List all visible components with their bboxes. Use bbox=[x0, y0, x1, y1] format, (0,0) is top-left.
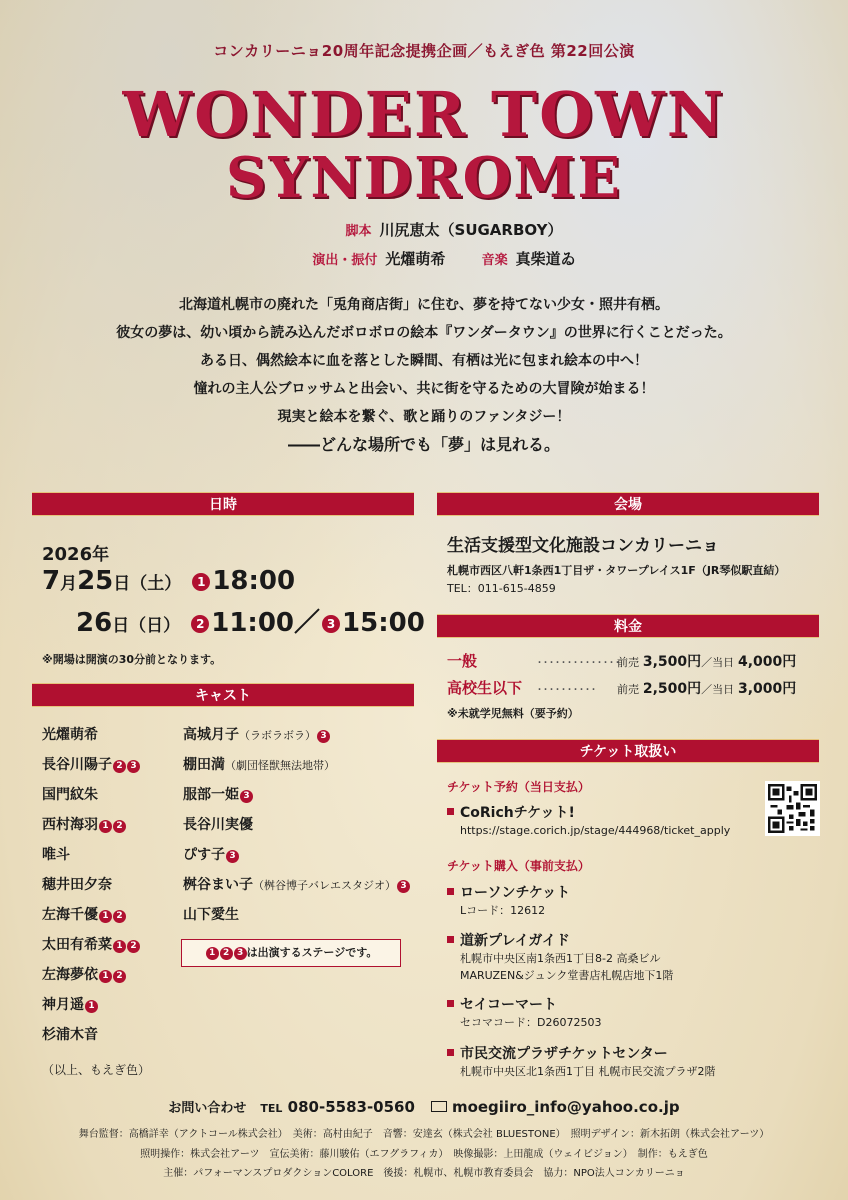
cast-name: ぴす子 bbox=[183, 847, 225, 863]
cast-name: 杉浦木音 bbox=[42, 1027, 98, 1043]
cast-name: 唯斗 bbox=[42, 847, 70, 863]
cast-member bbox=[42, 720, 140, 750]
stage-number-badge: 3 bbox=[322, 615, 340, 633]
stage-number-badge: 2 bbox=[113, 760, 126, 773]
synopsis-line: 現実と絵本を繋ぐ、歌と踊りのファンタジー！ bbox=[277, 409, 571, 425]
title-line-2: SYNDROME bbox=[225, 145, 623, 211]
cast-member bbox=[42, 870, 140, 900]
cast-name: 高城月子 bbox=[183, 727, 239, 743]
event-subtitle: コンカリーニョ20周年記念提携企画／もえぎ色 第22回公演 bbox=[213, 42, 635, 60]
ticket-url[interactable]: https://stage.corich.jp/stage/444968/ticket_apply bbox=[460, 824, 731, 837]
cast-header: キャスト bbox=[32, 683, 414, 707]
direction-label: 演出・振付 bbox=[312, 253, 378, 268]
cast-member bbox=[183, 900, 410, 930]
stage-number-badge: 1 bbox=[99, 910, 112, 923]
fee-row-student: 高校生以下 ･･････････ 前売 2,500円／当日 3,000円 bbox=[447, 679, 797, 697]
cast-member bbox=[183, 720, 410, 750]
schedule-header: 日時 bbox=[32, 492, 414, 516]
cast-name: 国門紋朱 bbox=[42, 787, 98, 803]
ticket-seicomart[interactable]: セイコーマート セコマコード：D26072503 bbox=[447, 994, 601, 1031]
synopsis-line: 北海道札幌市の廃れた「兎角商店街」に住む、夢を持てない少女・照井有栖。 bbox=[179, 297, 669, 313]
cast-name: 左海千優 bbox=[42, 907, 98, 923]
stage-number-badge: 1 bbox=[99, 970, 112, 983]
ticket-plaza[interactable]: 市民交流プラザチケットセンター 札幌市中央区北1条西1丁目 札幌市民交流プラザ2階 bbox=[447, 1043, 716, 1080]
stage-number-badge: 1 bbox=[206, 947, 219, 960]
stage-number-badge: 2 bbox=[220, 947, 233, 960]
stage-number-badge: 2 bbox=[113, 910, 126, 923]
cast-affiliation: （劇団怪獣無法地帯） bbox=[225, 759, 335, 772]
synopsis-line: 彼女の夢は、幼い頃から読み込んだボロボロの絵本『ワンダータウン』の世界に行くことだった。 bbox=[116, 325, 732, 341]
stage-number-badge: 2 bbox=[127, 940, 140, 953]
stage-number-badge: 1 bbox=[85, 1000, 98, 1013]
cast-name: 左海夢依 bbox=[42, 967, 98, 983]
cast-name: 桝谷まい子 bbox=[183, 877, 253, 893]
envelope-icon bbox=[431, 1101, 447, 1112]
stage-number-badge: 1 bbox=[99, 820, 112, 833]
schedule-day-2: 26日（日） 2 11:00／ 3 15:00 bbox=[76, 608, 425, 638]
synopsis-line: ある日、偶然絵本に血を落とした瞬間、有栖は光に包まれ絵本の中へ！ bbox=[200, 353, 648, 369]
stage-number-badge: 2 bbox=[191, 615, 209, 633]
cast-member bbox=[183, 780, 410, 810]
cast-member bbox=[183, 750, 410, 780]
cast-member bbox=[183, 840, 410, 870]
contact-tel[interactable]: 080-5583-0560 bbox=[287, 1098, 415, 1116]
title-line-1: WONDER TOWN bbox=[122, 78, 726, 151]
fee-header: 料金 bbox=[437, 614, 819, 638]
credits-script bbox=[0, 219, 848, 240]
cast-name: 長谷川陽子 bbox=[42, 757, 112, 773]
staff-credits-2: 照明操作：株式会社アーツ 宣伝美術：藤川駿佑（エフグラフィカ） 映像撮影：上田龍成（ウェイビジョン） 制作：もえぎ色 bbox=[140, 1149, 708, 1160]
cast-member bbox=[42, 1020, 140, 1050]
ticket-corich[interactable]: CoRichチケット! https://stage.corich.jp/stage/444968/ticket_apply bbox=[447, 802, 730, 839]
cast-member bbox=[42, 780, 140, 810]
fee-note: ※未就学児無料（要予約） bbox=[447, 707, 579, 720]
cast-name: 西村海羽 bbox=[42, 817, 98, 833]
contact-line: お問い合わせ TEL 080-5583-0560 moegiiro_info@yahoo.co.jp bbox=[168, 1098, 680, 1116]
cast-member bbox=[42, 900, 140, 930]
schedule-year: 2026年 bbox=[42, 544, 110, 565]
ticket-doshin[interactable]: 道新プレイガイド 札幌市中央区南1条西1丁目8-2 高桑ビル MARUZEN&ジュンク堂書店札幌店地下1階 bbox=[447, 930, 673, 984]
venue-header: 会場 bbox=[437, 492, 819, 516]
cast-name: 山下愛生 bbox=[183, 907, 239, 923]
tickets-header: チケット取扱い bbox=[437, 739, 819, 763]
cast-member bbox=[183, 810, 410, 840]
stage-number-badge: 3 bbox=[240, 790, 253, 803]
stage-number-badge: 3 bbox=[397, 880, 410, 893]
venue-address: 札幌市西区八軒1条西1丁目ザ・タワープレイス1F（JR琴似駅直結） bbox=[447, 564, 786, 577]
ticket-buy-heading: チケット購入（事前支払） bbox=[447, 859, 590, 873]
contact-label: お問い合わせ bbox=[168, 1101, 247, 1116]
synopsis bbox=[0, 291, 848, 459]
stage-legend bbox=[181, 939, 401, 967]
credits-direction-music bbox=[0, 248, 848, 269]
stage-number-badge: 1 bbox=[113, 940, 126, 953]
stage-number-badge: 3 bbox=[127, 760, 140, 773]
cast-list-left bbox=[42, 720, 140, 1050]
script-label: 脚本 bbox=[345, 224, 372, 239]
cast-name: 太田有希菜 bbox=[42, 937, 112, 953]
venue-name: 生活支援型文化施設コンカリーニョ bbox=[447, 536, 719, 556]
script-value: 川尻恵太（SUGARBOY） bbox=[379, 221, 563, 239]
cast-member bbox=[42, 960, 140, 990]
stage-legend-text: は出演するステージです。 bbox=[246, 946, 378, 959]
stage-number-badge: 2 bbox=[113, 820, 126, 833]
cast-member bbox=[42, 840, 140, 870]
direction-value: 光燿萌希 bbox=[385, 250, 446, 268]
cast-footer: （以上、もえぎ色） bbox=[42, 1063, 151, 1077]
stage-number-badge: 2 bbox=[113, 970, 126, 983]
music-label: 音楽 bbox=[481, 253, 508, 268]
contact-email[interactable]: moegiiro_info@yahoo.co.jp bbox=[451, 1098, 680, 1116]
cast-name: 棚田満 bbox=[183, 757, 225, 773]
music-value: 真柴道ゐ bbox=[515, 250, 576, 268]
cast-name: 長谷川実優 bbox=[183, 817, 253, 833]
cast-member bbox=[183, 870, 410, 900]
fee-row-general: 一般 ･･････････････前売 3,500円／当日 4,000円 bbox=[447, 652, 797, 670]
stage-number-badge: 1 bbox=[192, 573, 210, 591]
stage-number-badge: 3 bbox=[234, 947, 247, 960]
staff-credits-3: 主催：パフォーマンスプロダクションCOLORE 後援：札幌市、札幌市教育委員会 協力：NPO法人コンカリーニョ bbox=[163, 1168, 685, 1179]
staff-credits-1: 舞台監督：高橋詳幸（アクトコール株式会社） 美術：高村由紀子 音響：安達玄（株式会社 BLUESTONE） 照明デザイン：新木拓朗（株式会社アーツ） bbox=[78, 1129, 770, 1140]
qr-code-icon[interactable] bbox=[765, 781, 820, 836]
synopsis-tagline: ――どんな場所でも「夢」は見れる。 bbox=[287, 435, 560, 454]
ticket-reserve-heading: チケット予約（当日支払） bbox=[447, 780, 590, 794]
cast-name: 服部一姫 bbox=[183, 787, 239, 803]
cast-affiliation: （桝谷博子バレエスタジオ） bbox=[253, 879, 396, 892]
cast-name: 光燿萌希 bbox=[42, 727, 98, 743]
venue-tel: TEL：011-615-4859 bbox=[447, 582, 556, 595]
synopsis-line: 憧れの主人公ブロッサムと出会い、共に街を守るための大冒険が始まる！ bbox=[193, 381, 655, 397]
stage-number-badge: 3 bbox=[317, 730, 330, 743]
cast-member bbox=[42, 930, 140, 960]
cast-member bbox=[42, 750, 140, 780]
cast-affiliation: （ラボラボラ） bbox=[239, 729, 316, 742]
cast-name: 神月遥 bbox=[42, 997, 84, 1013]
stage-number-badge: 3 bbox=[226, 850, 239, 863]
schedule-day-1: 7月25日（土） 1 18:00 bbox=[42, 566, 296, 596]
doors-open-note: ※開場は開演の30分前となります。 bbox=[42, 653, 222, 666]
cast-member bbox=[42, 990, 140, 1020]
cast-list-right bbox=[183, 720, 410, 930]
ticket-lawson[interactable]: ローソンチケット Lコード：12612 bbox=[447, 882, 570, 919]
cast-name: 穂井田夕奈 bbox=[42, 877, 112, 893]
cast-member bbox=[42, 810, 140, 840]
